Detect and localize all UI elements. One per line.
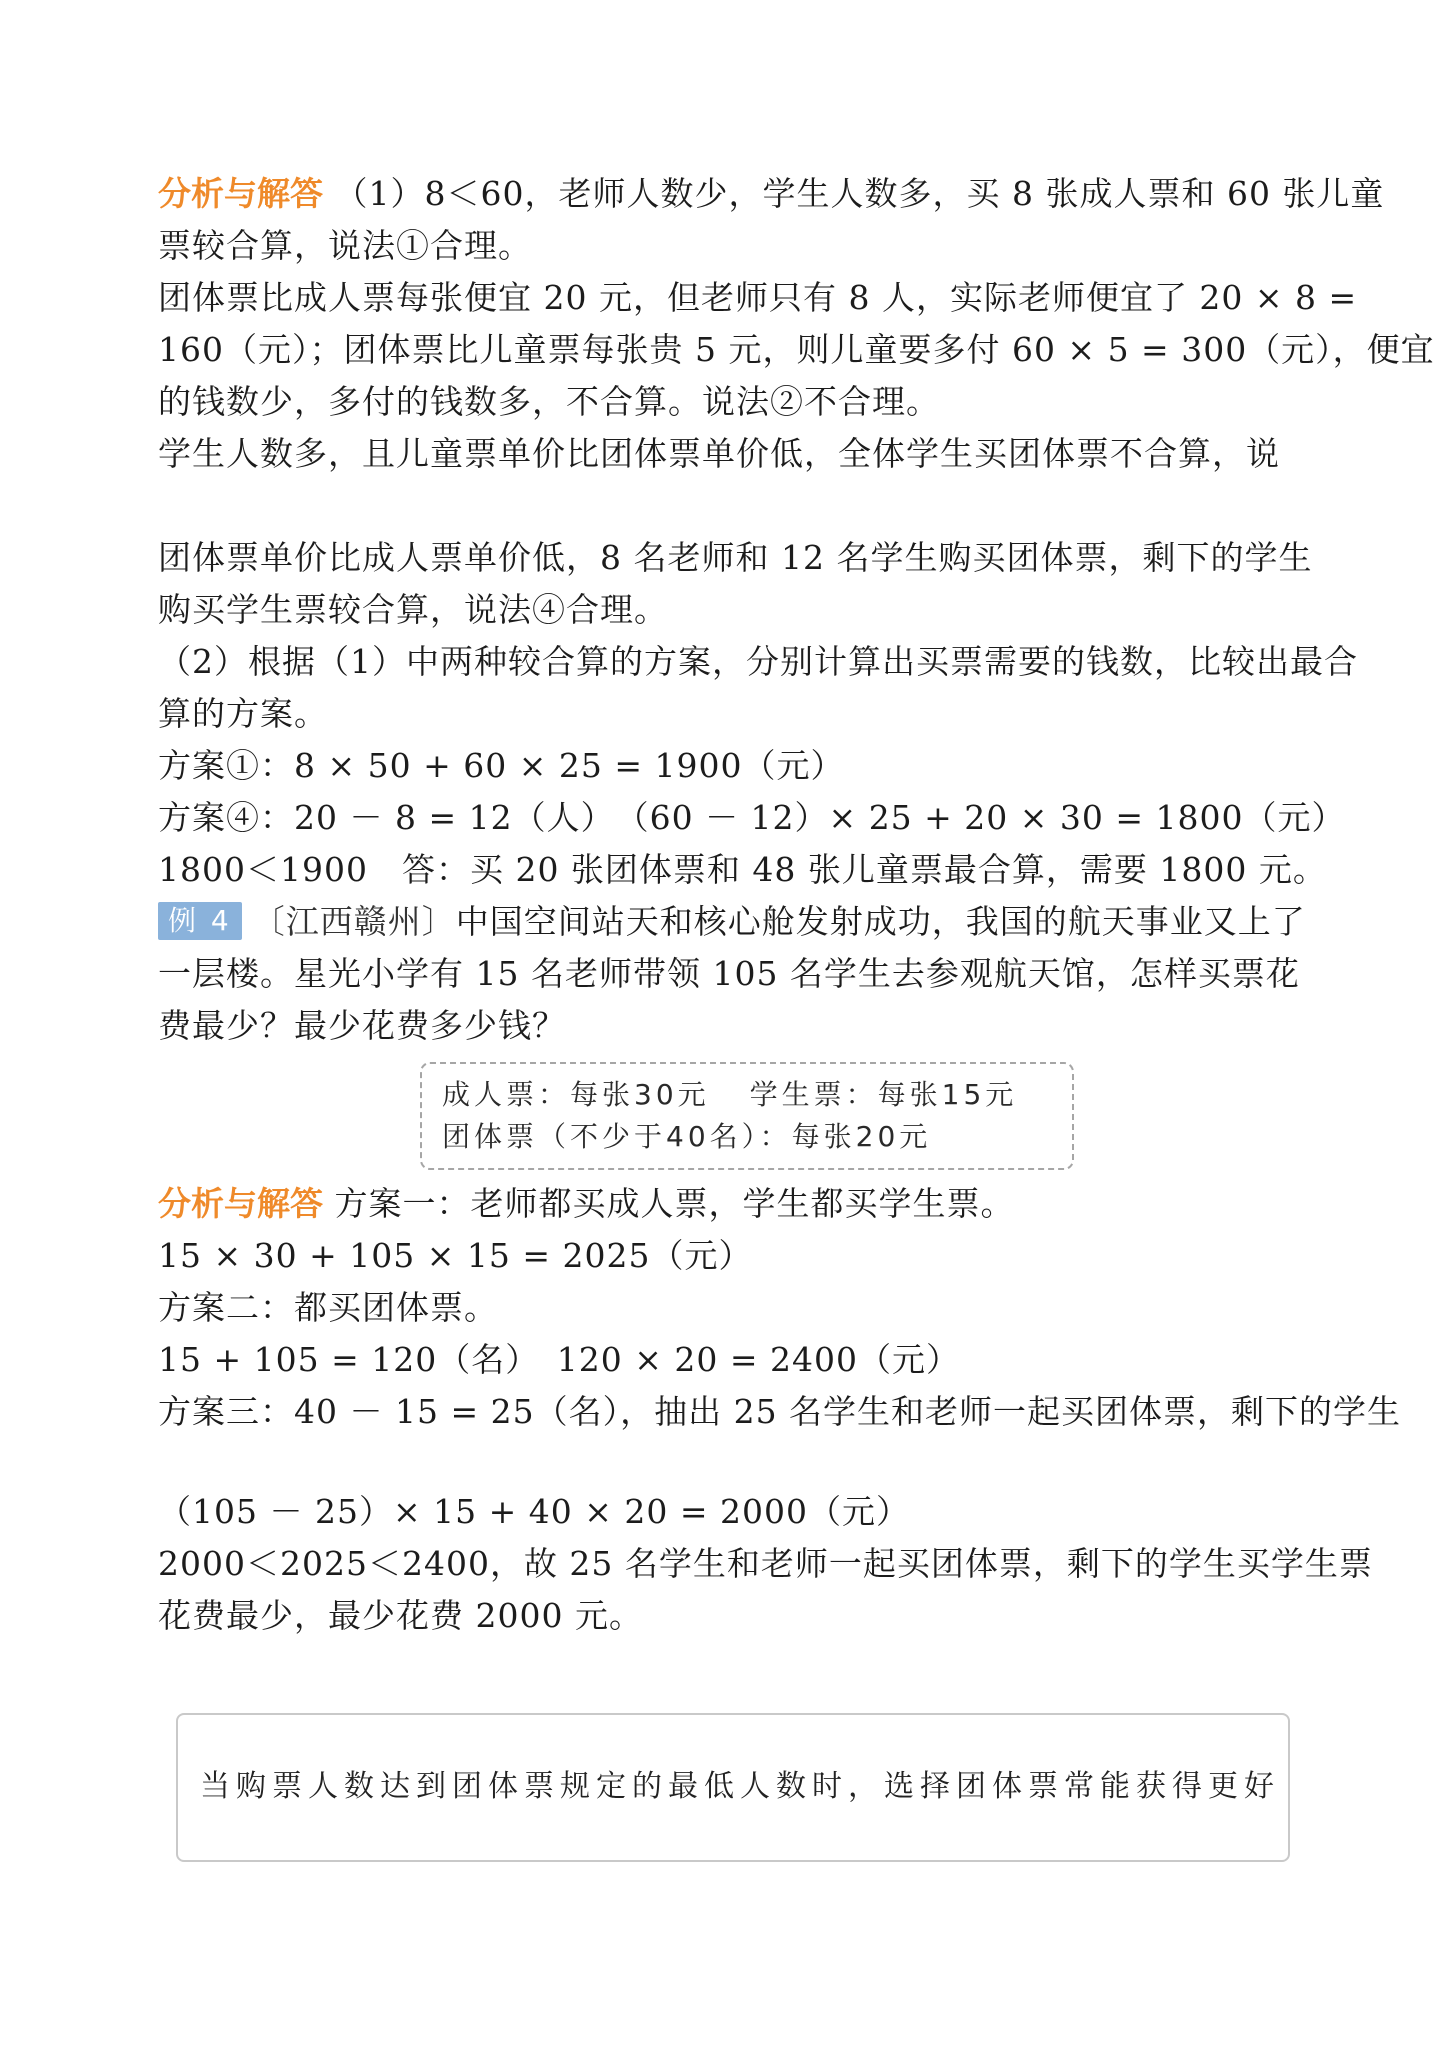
text-line: 费最少？最少花费多少钱？ (158, 1006, 566, 1045)
adult-price: 成人票：每张30元 (442, 1078, 710, 1111)
solution-page (158, 168, 1435, 1642)
text-line: 160（元）；团体票比儿童票每张贵 5 元，则儿童要多付 60 × 5 = 300（元），便宜 (158, 330, 1435, 369)
text-line: 花费最少，最少花费 2000 元。 (158, 1596, 643, 1635)
text-line: 15 × 30 + 105 × 15 = 2025（元） (158, 1236, 753, 1275)
price-info-box (420, 1062, 1074, 1170)
text-line: 方案二：都买团体票。 (158, 1288, 498, 1327)
text-line: 算的方案。 (158, 694, 328, 733)
tip-box (176, 1713, 1290, 1862)
blank-line (158, 1438, 1308, 1486)
text-line: （105 － 25）× 15 + 40 × 20 = 2000（元） (158, 1492, 910, 1531)
text-line: 方案④：20 － 8 = 12（人） （60 － 12）× 25 + 20 × 30 = 1800（元） (158, 798, 1346, 837)
analysis-label: 分析与解答 (158, 174, 323, 213)
example-tag: 例 4 (158, 902, 242, 940)
group-price: 团体票（不少于40名）：每张20元 (442, 1120, 932, 1153)
text-line: 学生人数多，且儿童票单价比团体票单价低，全体学生买团体票不合算，说 (158, 434, 1280, 473)
text-line: 方案三：40 － 15 = 25（名），抽出 25 名学生和老师一起买团体票，剩下的学生 (158, 1392, 1402, 1431)
price-row (442, 1116, 1052, 1158)
text-line: 的钱数少，多付的钱数多，不合算。说法②不合理。 (158, 382, 940, 421)
text-line: 团体票比成人票每张便宜 20 元，但老师只有 8 人，实际老师便宜了 20 × 8 = (158, 278, 1358, 317)
example-text: 中国空间站天和核心舱发射成功，我国的航天事业又上了 (455, 902, 1306, 941)
price-row (442, 1074, 1052, 1116)
analysis-text: 方案一：老师都买成人票，学生都买学生票。 (334, 1184, 1015, 1223)
text-line: 购买学生票较合算，说法④合理。 (158, 590, 668, 629)
analysis-label: 分析与解答 (158, 1184, 323, 1223)
text-line: 一层楼。星光小学有 15 名老师带领 105 名学生去参观航天馆，怎样买票花 (158, 954, 1300, 993)
text-line: （2）根据（1）中两种较合算的方案，分别计算出买票需要的钱数，比较出最合 (158, 642, 1358, 681)
tip-text: 当购票人数达到团体票规定的最低人数时，选择团体票常能获得更好 (200, 1769, 1280, 1804)
student-price: 学生票：每张15元 (749, 1078, 1018, 1111)
answer-line: 1800＜1900 答：买 20 张团体票和 48 张儿童票最合算，需要 1800 元。 (158, 850, 1327, 889)
analysis-line-1 (158, 168, 1385, 220)
analysis-line-2 (158, 1178, 1308, 1230)
text-line: 票较合算，说法①合理。 (158, 226, 532, 265)
text-line: 2000＜2025＜2400，故 25 名学生和老师一起买团体票，剩下的学生买学生票 (158, 1544, 1373, 1583)
example-title-line (158, 896, 1308, 948)
blank-line (158, 480, 1308, 532)
text-line: 团体票单价比成人票单价低，8 名老师和 12 名学生购买团体票，剩下的学生 (158, 538, 1313, 577)
example-source: 〔江西赣州〕 (251, 902, 456, 941)
text-line: 15 + 105 = 120（名） 120 × 20 = 2400（元） (158, 1340, 960, 1379)
text-line: 方案①：8 × 50 + 60 × 25 = 1900（元） (158, 746, 845, 785)
analysis-text: （1）8＜60，老师人数少，学生人数多，买 8 张成人票和 60 张儿童 (334, 174, 1385, 213)
